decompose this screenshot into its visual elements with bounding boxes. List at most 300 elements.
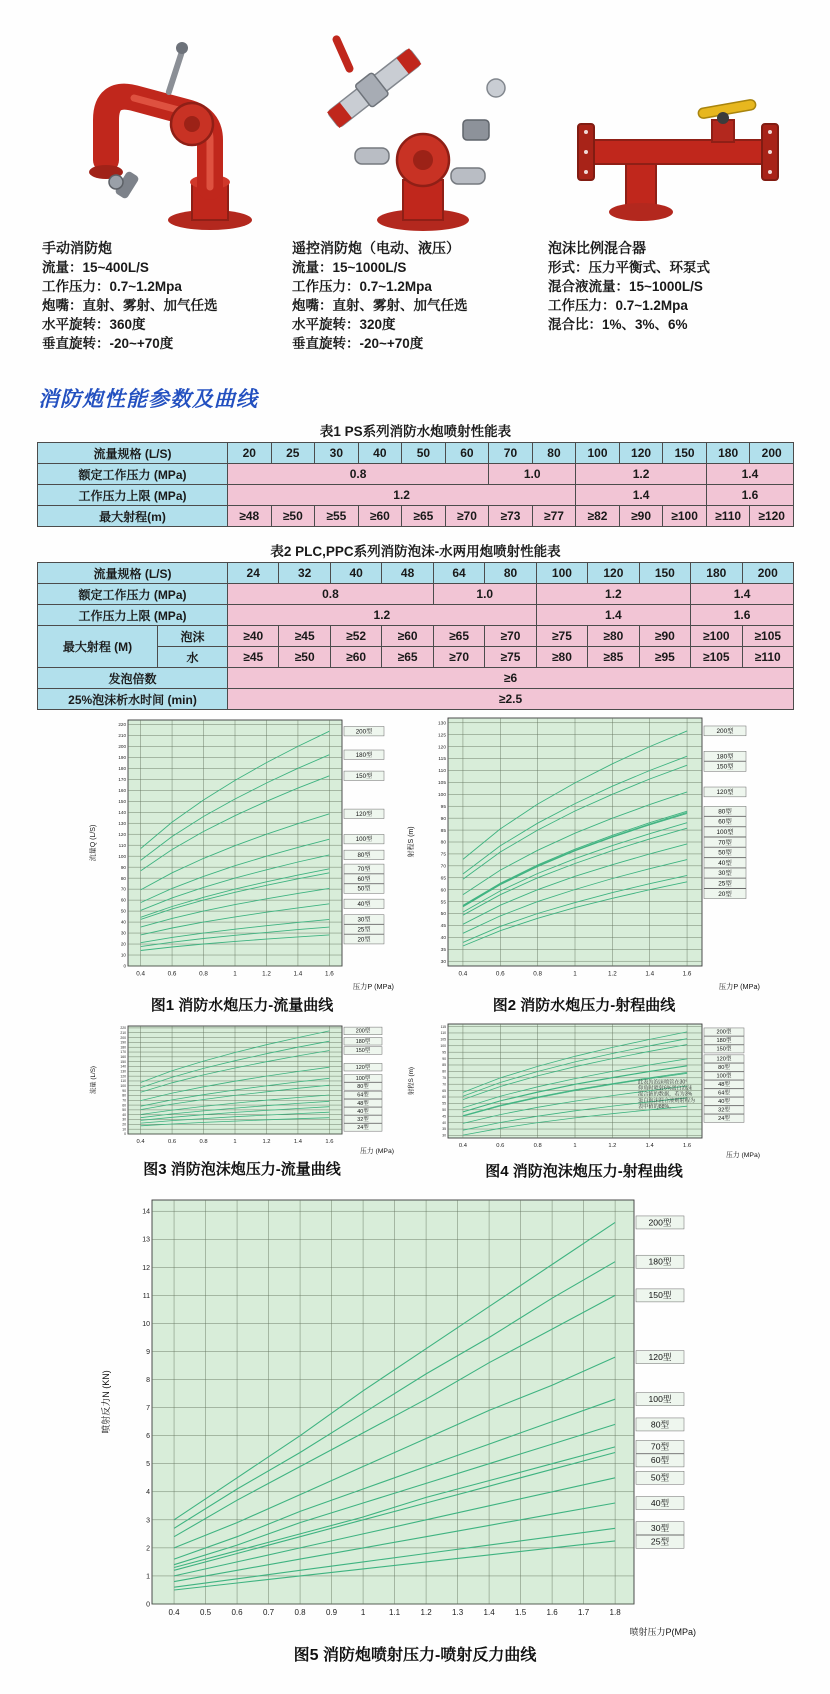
table-cell: 水 xyxy=(158,647,228,668)
table-cell: ≥90 xyxy=(639,626,690,647)
table-cell: ≥52 xyxy=(330,626,381,647)
product-card-manual-monitor xyxy=(42,26,292,353)
svg-text:80型: 80型 xyxy=(357,851,371,859)
svg-text:1.8: 1.8 xyxy=(609,1608,621,1617)
svg-text:30: 30 xyxy=(440,959,446,965)
svg-text:180: 180 xyxy=(120,1045,126,1050)
svg-text:50: 50 xyxy=(440,912,446,918)
svg-text:40: 40 xyxy=(122,1112,126,1117)
svg-text:200型: 200型 xyxy=(648,1217,672,1228)
svg-text:0.8: 0.8 xyxy=(199,970,208,978)
product-name: 手动消防炮 xyxy=(42,240,112,256)
svg-text:110: 110 xyxy=(438,769,446,775)
svg-text:80: 80 xyxy=(122,1093,126,1098)
svg-text:0.6: 0.6 xyxy=(231,1608,243,1617)
page-title: 消防炮性能参数及曲线 xyxy=(38,388,258,411)
svg-text:200: 200 xyxy=(118,743,126,749)
svg-text:70: 70 xyxy=(442,1082,446,1087)
product-spec-line: 炮嘴：直射、雾射、加气任选 xyxy=(42,298,218,313)
svg-text:流量Q (L/S): 流量Q (L/S) xyxy=(90,824,97,862)
svg-text:30: 30 xyxy=(122,1117,126,1122)
svg-text:40: 40 xyxy=(120,919,126,925)
fig4-foam-range-chart xyxy=(404,1020,764,1160)
svg-text:40型: 40型 xyxy=(357,900,371,908)
table-cell: 120 xyxy=(588,563,639,584)
svg-text:射程S (m): 射程S (m) xyxy=(408,1067,415,1095)
svg-text:25型: 25型 xyxy=(718,880,732,888)
product-spec-line: 形式：压力平衡式、环泵式 xyxy=(548,260,710,275)
svg-text:0: 0 xyxy=(123,963,126,969)
svg-text:1: 1 xyxy=(573,1142,577,1149)
svg-text:60型: 60型 xyxy=(357,875,371,883)
table-cell: 额定工作压力 (MPa) xyxy=(38,464,228,485)
table-cell: ≥40 xyxy=(228,626,279,647)
svg-text:200: 200 xyxy=(120,1035,126,1040)
svg-text:160: 160 xyxy=(120,1055,126,1060)
svg-text:0: 0 xyxy=(146,1601,150,1609)
svg-text:85: 85 xyxy=(442,1063,446,1068)
svg-text:70型: 70型 xyxy=(357,865,371,873)
svg-text:40型: 40型 xyxy=(718,859,732,867)
svg-text:0.9: 0.9 xyxy=(326,1608,338,1617)
svg-text:9: 9 xyxy=(146,1348,150,1356)
svg-text:1.2: 1.2 xyxy=(420,1608,432,1617)
svg-text:13: 13 xyxy=(142,1236,150,1244)
svg-text:50型: 50型 xyxy=(650,1472,670,1483)
table-cell: ≥60 xyxy=(330,647,381,668)
table-cell: 1.6 xyxy=(691,605,794,626)
svg-text:100: 100 xyxy=(118,853,126,859)
table-cell: 40 xyxy=(330,563,381,584)
table1-caption: 表1 PS系列消防水炮喷射性能表 xyxy=(319,424,512,439)
svg-text:180型: 180型 xyxy=(716,753,734,761)
svg-text:1.4: 1.4 xyxy=(483,1608,495,1617)
product-spec-line: 混合液流量：15~1000L/S xyxy=(548,279,703,294)
product-name: 遥控消防炮（电动、液压） xyxy=(292,240,460,256)
fig1-caption: 图1 消防水炮压力-流量曲线 xyxy=(150,997,334,1014)
svg-text:190: 190 xyxy=(120,1040,126,1045)
svg-text:90: 90 xyxy=(442,1056,446,1061)
svg-text:压力P (MPa): 压力P (MPa) xyxy=(718,982,760,991)
svg-text:105: 105 xyxy=(437,781,446,787)
svg-text:120型: 120型 xyxy=(716,1056,732,1063)
svg-text:50: 50 xyxy=(122,1108,126,1113)
product-spec-line: 垂直旋转：-20~+70度 xyxy=(292,336,424,351)
svg-text:60: 60 xyxy=(120,897,126,903)
svg-text:55: 55 xyxy=(440,900,446,906)
svg-text:7: 7 xyxy=(146,1405,150,1413)
fig5-svg xyxy=(100,1190,700,1638)
svg-text:150型: 150型 xyxy=(355,772,373,780)
table-cell: 40 xyxy=(358,443,402,464)
svg-text:200型: 200型 xyxy=(355,728,373,736)
svg-text:70: 70 xyxy=(440,864,446,870)
svg-text:120型: 120型 xyxy=(716,789,734,797)
svg-text:20: 20 xyxy=(122,1122,126,1127)
product-spec-line: 混合比：1%、3%、6% xyxy=(548,317,688,332)
svg-text:180型: 180型 xyxy=(648,1256,672,1267)
table-cell: 150 xyxy=(663,443,707,464)
svg-text:0.4: 0.4 xyxy=(168,1608,180,1617)
svg-text:110: 110 xyxy=(118,842,126,848)
svg-text:40型: 40型 xyxy=(357,1108,369,1115)
svg-text:60型: 60型 xyxy=(650,1455,670,1466)
table-cell: 发泡倍数 xyxy=(38,668,228,689)
svg-text:20型: 20型 xyxy=(718,890,732,898)
svg-text:11: 11 xyxy=(142,1292,150,1300)
table-cell: ≥48 xyxy=(228,506,272,527)
table-cell: ≥95 xyxy=(639,647,690,668)
table-cell: 1.0 xyxy=(433,584,536,605)
svg-text:30: 30 xyxy=(442,1133,446,1138)
svg-text:100型: 100型 xyxy=(648,1394,672,1405)
svg-text:70型: 70型 xyxy=(718,839,732,847)
table-cell: ≥73 xyxy=(489,506,533,527)
table-cell: 200 xyxy=(742,563,793,584)
svg-text:55: 55 xyxy=(442,1101,446,1106)
product-spec-line: 流量：15~400L/S xyxy=(42,260,149,275)
table-cell: 流量规格 (L/S) xyxy=(38,563,228,584)
svg-text:10: 10 xyxy=(120,952,126,958)
table-cell: 180 xyxy=(691,563,742,584)
svg-text:此表为泡沫喷管在30°仰角时喷射6%蛋白泡沫混合液的数据，若: 此表为泡沫喷管在30°仰角时喷射6%蛋白泡沫混合液的数据，若为3%蛋白泡沫混合液则射程为表中值的88%。 xyxy=(638,1079,696,1111)
svg-text:32型: 32型 xyxy=(357,1116,369,1123)
table-cell: ≥80 xyxy=(588,626,639,647)
svg-text:70型: 70型 xyxy=(650,1441,670,1452)
svg-text:4: 4 xyxy=(146,1489,150,1497)
table-cell: ≥120 xyxy=(750,506,794,527)
table-cell: 额定工作压力 (MPa) xyxy=(38,584,228,605)
table-cell: 64 xyxy=(433,563,484,584)
svg-text:200型: 200型 xyxy=(716,728,734,736)
svg-text:6: 6 xyxy=(146,1433,150,1441)
svg-text:1.6: 1.6 xyxy=(546,1608,558,1617)
svg-text:射程S (m): 射程S (m) xyxy=(408,826,415,858)
table-cell: 24 xyxy=(228,563,279,584)
svg-text:80: 80 xyxy=(440,840,446,846)
svg-text:0.6: 0.6 xyxy=(496,1142,505,1149)
table-cell: 150 xyxy=(639,563,690,584)
svg-text:12: 12 xyxy=(142,1264,150,1272)
table-cell: ≥85 xyxy=(588,647,639,668)
table-cell: ≥45 xyxy=(279,626,330,647)
product-spec-list xyxy=(42,258,292,353)
svg-text:100: 100 xyxy=(120,1083,126,1088)
table-cell: ≥50 xyxy=(279,647,330,668)
fig3-caption: 图3 消防泡沫炮压力-流量曲线 xyxy=(143,1161,341,1178)
table-cell: ≥110 xyxy=(706,506,750,527)
table-cell: 100 xyxy=(536,563,587,584)
svg-text:115: 115 xyxy=(440,1024,446,1029)
svg-text:1: 1 xyxy=(360,1608,366,1617)
svg-text:1.2: 1.2 xyxy=(262,1138,271,1145)
table-cell: 1.4 xyxy=(536,605,690,626)
svg-text:150型: 150型 xyxy=(355,1048,371,1055)
svg-text:150型: 150型 xyxy=(716,1046,732,1053)
svg-text:1.7: 1.7 xyxy=(578,1608,590,1617)
table-cell: 1.6 xyxy=(706,485,793,506)
svg-text:0.6: 0.6 xyxy=(495,970,505,978)
svg-text:105: 105 xyxy=(440,1037,446,1042)
svg-text:24型: 24型 xyxy=(718,1116,730,1123)
svg-text:50: 50 xyxy=(442,1108,446,1113)
product-spec-line: 工作压力：0.7~1.2Mpa xyxy=(548,298,688,313)
svg-text:120型: 120型 xyxy=(355,1064,371,1071)
svg-text:65: 65 xyxy=(442,1088,446,1093)
svg-text:150: 150 xyxy=(118,798,126,804)
svg-text:0.8: 0.8 xyxy=(533,970,543,978)
table-cell: 工作压力上限 (MPa) xyxy=(38,605,228,626)
svg-text:220: 220 xyxy=(118,722,126,728)
table-cell: 50 xyxy=(402,443,446,464)
table-cell: 80 xyxy=(485,563,536,584)
svg-text:35: 35 xyxy=(442,1127,446,1132)
manual-fire-monitor-photo xyxy=(72,32,262,232)
svg-text:190: 190 xyxy=(118,754,126,760)
svg-text:100型: 100型 xyxy=(355,1075,371,1082)
svg-text:1.3: 1.3 xyxy=(452,1608,464,1617)
product-spec-line: 炮嘴：直射、雾射、加气任选 xyxy=(292,298,468,313)
svg-text:60型: 60型 xyxy=(718,818,732,826)
table-cell: ≥75 xyxy=(485,647,536,668)
svg-text:210: 210 xyxy=(120,1030,126,1035)
table-cell: ≥105 xyxy=(742,626,793,647)
svg-text:32型: 32型 xyxy=(718,1107,730,1114)
table-cell: 1.4 xyxy=(691,584,794,605)
svg-text:150型: 150型 xyxy=(648,1290,672,1301)
svg-text:30型: 30型 xyxy=(650,1523,670,1534)
svg-text:40: 40 xyxy=(442,1120,446,1125)
svg-text:0.6: 0.6 xyxy=(168,1138,177,1145)
table-cell: ≥100 xyxy=(663,506,707,527)
svg-text:流量 (L/S): 流量 (L/S) xyxy=(90,1066,97,1094)
svg-text:130: 130 xyxy=(118,820,126,826)
table-cell: ≥55 xyxy=(315,506,359,527)
svg-text:1.6: 1.6 xyxy=(683,1142,692,1149)
svg-text:115: 115 xyxy=(438,757,446,763)
fig1-water-flow-chart xyxy=(86,714,398,992)
svg-text:70: 70 xyxy=(122,1098,126,1103)
svg-text:14: 14 xyxy=(142,1208,150,1216)
remote-monitor-photo-frame xyxy=(292,26,548,232)
table-cell: ≥50 xyxy=(271,506,315,527)
product-section xyxy=(42,26,804,353)
svg-text:0.4: 0.4 xyxy=(136,970,145,978)
fig1-svg xyxy=(86,714,398,992)
svg-text:1.1: 1.1 xyxy=(389,1608,401,1617)
table-cell: 最大射程(m) xyxy=(38,506,228,527)
table1-ps-series xyxy=(37,442,794,527)
svg-text:60: 60 xyxy=(440,888,446,894)
svg-text:90: 90 xyxy=(120,864,126,870)
table-cell: 48 xyxy=(382,563,433,584)
svg-text:30型: 30型 xyxy=(718,870,732,878)
fig2-svg xyxy=(404,712,764,992)
svg-text:1.4: 1.4 xyxy=(293,970,303,978)
svg-text:1.6: 1.6 xyxy=(325,1138,334,1145)
svg-text:50型: 50型 xyxy=(718,849,732,857)
svg-text:160: 160 xyxy=(118,787,126,793)
table-cell: 最大射程 (M) xyxy=(38,626,158,668)
fig4-svg xyxy=(404,1020,764,1160)
fig2-water-range-chart xyxy=(404,712,764,992)
table-cell: ≥6 xyxy=(228,668,794,689)
svg-text:1.2: 1.2 xyxy=(262,970,271,978)
table-cell: ≥90 xyxy=(619,506,663,527)
svg-text:1: 1 xyxy=(233,1138,237,1145)
svg-text:150型: 150型 xyxy=(716,763,734,771)
svg-text:40: 40 xyxy=(440,936,446,942)
svg-text:75: 75 xyxy=(442,1075,446,1080)
svg-text:120: 120 xyxy=(118,831,126,837)
table-cell: 200 xyxy=(750,443,794,464)
svg-text:1.5: 1.5 xyxy=(515,1608,527,1617)
svg-text:64型: 64型 xyxy=(357,1092,369,1099)
svg-text:100型: 100型 xyxy=(716,828,734,836)
fig3-svg xyxy=(86,1022,398,1156)
table-cell: 工作压力上限 (MPa) xyxy=(38,485,228,506)
table-cell: ≥60 xyxy=(382,626,433,647)
table-cell: ≥77 xyxy=(532,506,576,527)
table-cell: 1.2 xyxy=(228,485,576,506)
manual-monitor-photo-frame xyxy=(42,26,292,232)
product-spec-list xyxy=(548,258,804,334)
table-cell: ≥80 xyxy=(536,647,587,668)
svg-text:80型: 80型 xyxy=(357,1084,369,1091)
foam-proportioner-photo xyxy=(570,90,782,232)
svg-text:1.4: 1.4 xyxy=(645,1142,654,1149)
svg-text:100: 100 xyxy=(440,1043,446,1048)
table-cell: ≥75 xyxy=(536,626,587,647)
svg-text:0: 0 xyxy=(124,1132,126,1137)
svg-text:120: 120 xyxy=(437,745,446,751)
table-cell: 25 xyxy=(271,443,315,464)
table-cell: 30 xyxy=(315,443,359,464)
svg-text:180型: 180型 xyxy=(716,1038,732,1045)
svg-text:8: 8 xyxy=(146,1377,150,1385)
svg-text:3: 3 xyxy=(146,1517,150,1525)
svg-text:1.2: 1.2 xyxy=(607,970,617,978)
svg-text:170: 170 xyxy=(120,1050,126,1055)
svg-text:80: 80 xyxy=(120,875,126,881)
svg-text:喷射反力N (KN): 喷射反力N (KN) xyxy=(101,1370,111,1434)
product-spec-list xyxy=(292,258,548,353)
table-cell: 1.2 xyxy=(576,464,707,485)
svg-text:40型: 40型 xyxy=(650,1497,670,1508)
product-spec-line: 工作压力：0.7~1.2Mpa xyxy=(42,279,182,294)
svg-text:80型: 80型 xyxy=(718,808,732,816)
svg-text:0.8: 0.8 xyxy=(294,1608,306,1617)
svg-text:25型: 25型 xyxy=(650,1536,670,1547)
svg-text:24型: 24型 xyxy=(357,1125,369,1132)
svg-text:50型: 50型 xyxy=(357,885,371,893)
table-cell: 60 xyxy=(445,443,489,464)
table2-plc-ppc-series xyxy=(37,562,794,710)
svg-text:210: 210 xyxy=(118,732,126,738)
table-cell: 0.8 xyxy=(228,584,434,605)
svg-text:0.4: 0.4 xyxy=(458,970,468,978)
table-cell: 20 xyxy=(228,443,272,464)
svg-text:1: 1 xyxy=(146,1573,150,1581)
table-cell: ≥82 xyxy=(576,506,620,527)
svg-text:180型: 180型 xyxy=(355,751,373,759)
svg-text:90: 90 xyxy=(122,1088,126,1093)
fig4-caption: 图4 消防泡沫炮压力-射程曲线 xyxy=(485,1163,683,1180)
table-cell: ≥65 xyxy=(433,626,484,647)
table-cell: 100 xyxy=(576,443,620,464)
svg-text:70: 70 xyxy=(120,886,126,892)
svg-text:1.2: 1.2 xyxy=(608,1142,617,1149)
table-cell: ≥65 xyxy=(382,647,433,668)
table-cell: 32 xyxy=(279,563,330,584)
svg-text:压力 (MPa): 压力 (MPa) xyxy=(726,1152,760,1159)
table-cell: ≥70 xyxy=(445,506,489,527)
product-card-foam-proportioner xyxy=(548,26,804,353)
remote-fire-monitor-photo xyxy=(311,28,529,232)
table-cell: 180 xyxy=(706,443,750,464)
svg-text:220: 220 xyxy=(120,1026,126,1031)
svg-text:60: 60 xyxy=(122,1103,126,1108)
table-cell: 流量规格 (L/S) xyxy=(38,443,228,464)
fig5-caption: 图5 消防炮喷射压力-喷射反力曲线 xyxy=(293,1647,537,1664)
svg-text:45: 45 xyxy=(440,924,446,930)
svg-text:1.6: 1.6 xyxy=(682,970,692,978)
product-spec-line: 水平旋转：360度 xyxy=(42,317,146,332)
table-cell: ≥70 xyxy=(485,626,536,647)
table-cell: ≥100 xyxy=(691,626,742,647)
table-cell: 0.8 xyxy=(228,464,489,485)
svg-text:110: 110 xyxy=(120,1079,126,1084)
table-cell: ≥60 xyxy=(358,506,402,527)
svg-text:40型: 40型 xyxy=(718,1099,730,1106)
svg-text:10: 10 xyxy=(122,1127,126,1132)
svg-text:150: 150 xyxy=(120,1059,126,1064)
table-cell: ≥65 xyxy=(402,506,446,527)
svg-text:0.6: 0.6 xyxy=(167,970,177,978)
svg-text:1.4: 1.4 xyxy=(293,1138,302,1145)
svg-text:0.8: 0.8 xyxy=(533,1142,542,1149)
svg-text:200型: 200型 xyxy=(355,1028,371,1035)
svg-text:20型: 20型 xyxy=(357,936,371,944)
svg-text:64型: 64型 xyxy=(718,1090,730,1097)
svg-text:120型: 120型 xyxy=(355,810,373,818)
svg-text:25型: 25型 xyxy=(357,926,371,934)
svg-text:48型: 48型 xyxy=(357,1100,369,1107)
table-cell: ≥110 xyxy=(742,647,793,668)
svg-text:5: 5 xyxy=(146,1461,150,1469)
fig2-caption: 图2 消防水炮压力-射程曲线 xyxy=(492,997,676,1014)
table-cell: ≥105 xyxy=(691,647,742,668)
svg-text:喷射压力P(MPa): 喷射压力P(MPa) xyxy=(629,1627,696,1637)
svg-text:140: 140 xyxy=(118,809,126,815)
svg-text:1.4: 1.4 xyxy=(645,970,655,978)
svg-text:0.4: 0.4 xyxy=(458,1142,467,1149)
svg-text:0.4: 0.4 xyxy=(136,1138,145,1145)
svg-text:100型: 100型 xyxy=(355,836,373,844)
svg-text:130: 130 xyxy=(120,1069,126,1074)
svg-text:2: 2 xyxy=(146,1545,150,1553)
table-cell: 1.2 xyxy=(536,584,690,605)
svg-text:200型: 200型 xyxy=(716,1029,732,1036)
product-spec-line: 垂直旋转：-20~+70度 xyxy=(42,336,174,351)
svg-text:压力P (MPa): 压力P (MPa) xyxy=(352,982,394,991)
product-name: 泡沫比例混合器 xyxy=(548,240,646,256)
fig3-foam-flow-chart xyxy=(86,1022,398,1156)
svg-text:65: 65 xyxy=(440,876,446,882)
svg-text:80: 80 xyxy=(442,1069,446,1074)
product-spec-line: 水平旋转：320度 xyxy=(292,317,396,332)
svg-text:130: 130 xyxy=(437,721,446,727)
